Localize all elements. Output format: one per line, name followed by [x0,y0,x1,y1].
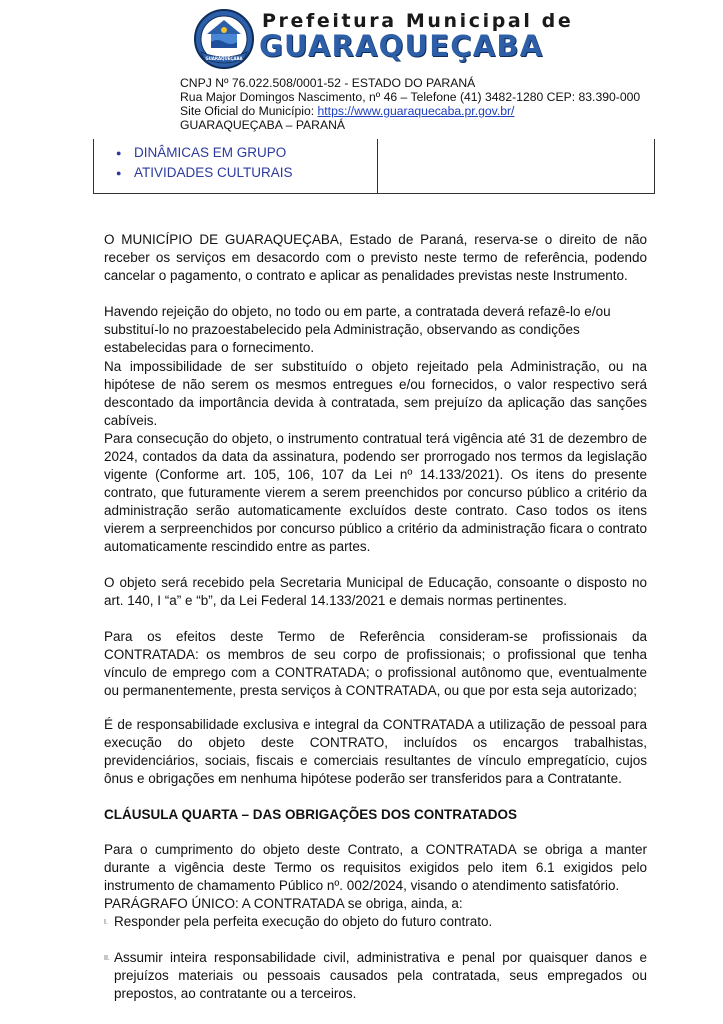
list-item [104,913,647,931]
item-number: II. [104,955,110,962]
paragraph-obligations: Para o cumprimento do objeto deste Contrato, a CONTRATADA se obriga a manter durante a vigência deste Termo os requisitos exigidos pelo item 6.1 exigidos pelo instrumento de chamamento Público nº. 002/2024, visando o atendimento satisfatório. [104,842,647,893]
table-column-divider [377,139,378,193]
item-number: I. [104,919,108,926]
paragraph-responsibility: É de responsabilidade exclusiva e integral da CONTRATADA a utilização de pessoal para execução do objeto deste CONTRATO, incluídos os encargos trabalhistas, previdenciários, sociais, fiscais e comerciais resultantes de vínculo empregatício, cujos ônus e obrigações em nenhuma hipótese poderão ser transferidos para a Contratante. [104,717,647,786]
paragraph-substitution: Na impossibilidade de ser substituído o objeto rejeitado pela Administração, ou na hipótese de não serem os mesmos entregues e/ou fornecidos, o valor respectivo será descontado da importância devida à contratada, sem prejuízo da aplicação das sanções cabíveis. [104,359,647,428]
address-line: Rua Major Domingos Nascimento, nº 46 – Telefone (41) 3482-1280 CEP: 83.390-000 [180,90,641,104]
item-text: Responder pela perfeita execução do objeto do futuro contrato. [114,914,493,929]
site-label: Site Oficial do Município: [180,104,318,118]
svg-text:GUARAQUEÇABA: GUARAQUEÇABA [205,56,243,61]
municipal-coat-of-arms-logo [193,8,255,70]
activities-list [116,143,293,183]
site-line [180,104,640,118]
paragraph-receipt: O objeto será recebido pela Secretaria Municipal de Educação, consoante o disposto no art. 140, I “a” e “b”, da Lei Federal 14.133/2021 e demais normas pertinentes. [104,575,647,608]
list-item: ● ATIVIDADES CULTURAIS [116,163,293,183]
paragraph-rejection: Havendo rejeição do objeto, no todo ou em parte, a contratada deverá refazê-lo e/ou substituí-lo no prazoestabelecido pela Administração, observando as condições estabelecidas para o fornecimento. [104,304,611,355]
clause-heading: CLÁUSULA QUARTA – DAS OBRIGAÇÕES DOS CONTRATADOS [104,807,518,822]
activities-table [93,139,655,194]
brand-subtitle: Prefeitura Municipal de [262,10,574,32]
list-item [104,949,647,1003]
paragraph-validity: Para consecução do objeto, o instrumento contratual terá vigência até 31 de dezembro de 2024, contados da data da assinatura, podendo ser prorrogado nos termos da legislação vigente (Conforme art. 105, 106, 107 da Lei nº 14.133/2021). Os itens do presente contrato, que futuramente vierem a serem preenchidos por concurso público a critério da administração serão automaticamente excluídos deste contrato. Caso todos os itens vierem a serpreenchidos por concurso público a critério da administração ficara o contrato automaticamente rescindido entre as partes. [104,431,647,554]
paragraph-right-to-refuse: O MUNICÍPIO DE GUARAQUEÇABA, Estado de Paraná, reserva-se o direito de não receber os serviços em desacordo com o previsto neste termo de referência, podendo cancelar o pagamento, o contrato e aplicar as penalidades previstas neste Instrumento. [104,232,647,283]
brand-title: GUARAQUEÇABA [259,29,544,63]
item-text: Assumir inteira responsabilidade civil, administrativa e penal por quaisquer danos e prejuízos materiais ou pessoais causados pela contratada, seus empregados ou prepostos, ao contratante ou a terceiros. [114,950,647,1001]
cnpj-line: CNPJ Nº 76.022.508/0001-52 - ESTADO DO PARANÁ [180,76,476,90]
site-link[interactable]: https://www.guaraquecaba.pr.gov.br/ [317,104,515,118]
paragraph-professionals: Para os efeitos deste Termo de Referência consideram-se profissionais da CONTRATADA: os membros de seu corpo de profissionais; o profissional que tenha vínculo de emprego com a CONTRATADA; o profissional autônomo que, eventualmente ou permanentemente, presta serviços à CONTRATADA, ou que por esta seja autorizado; [104,629,647,698]
paragraph-sole: PARÁGRAFO ÚNICO: A CONTRATADA se obriga, ainda, a: [104,896,463,911]
city-line: GUARAQUEÇABA – PARANÁ [180,118,346,132]
header-info-block [180,76,640,132]
list-item: ● DINÂMICAS EM GRUPO [116,143,293,163]
